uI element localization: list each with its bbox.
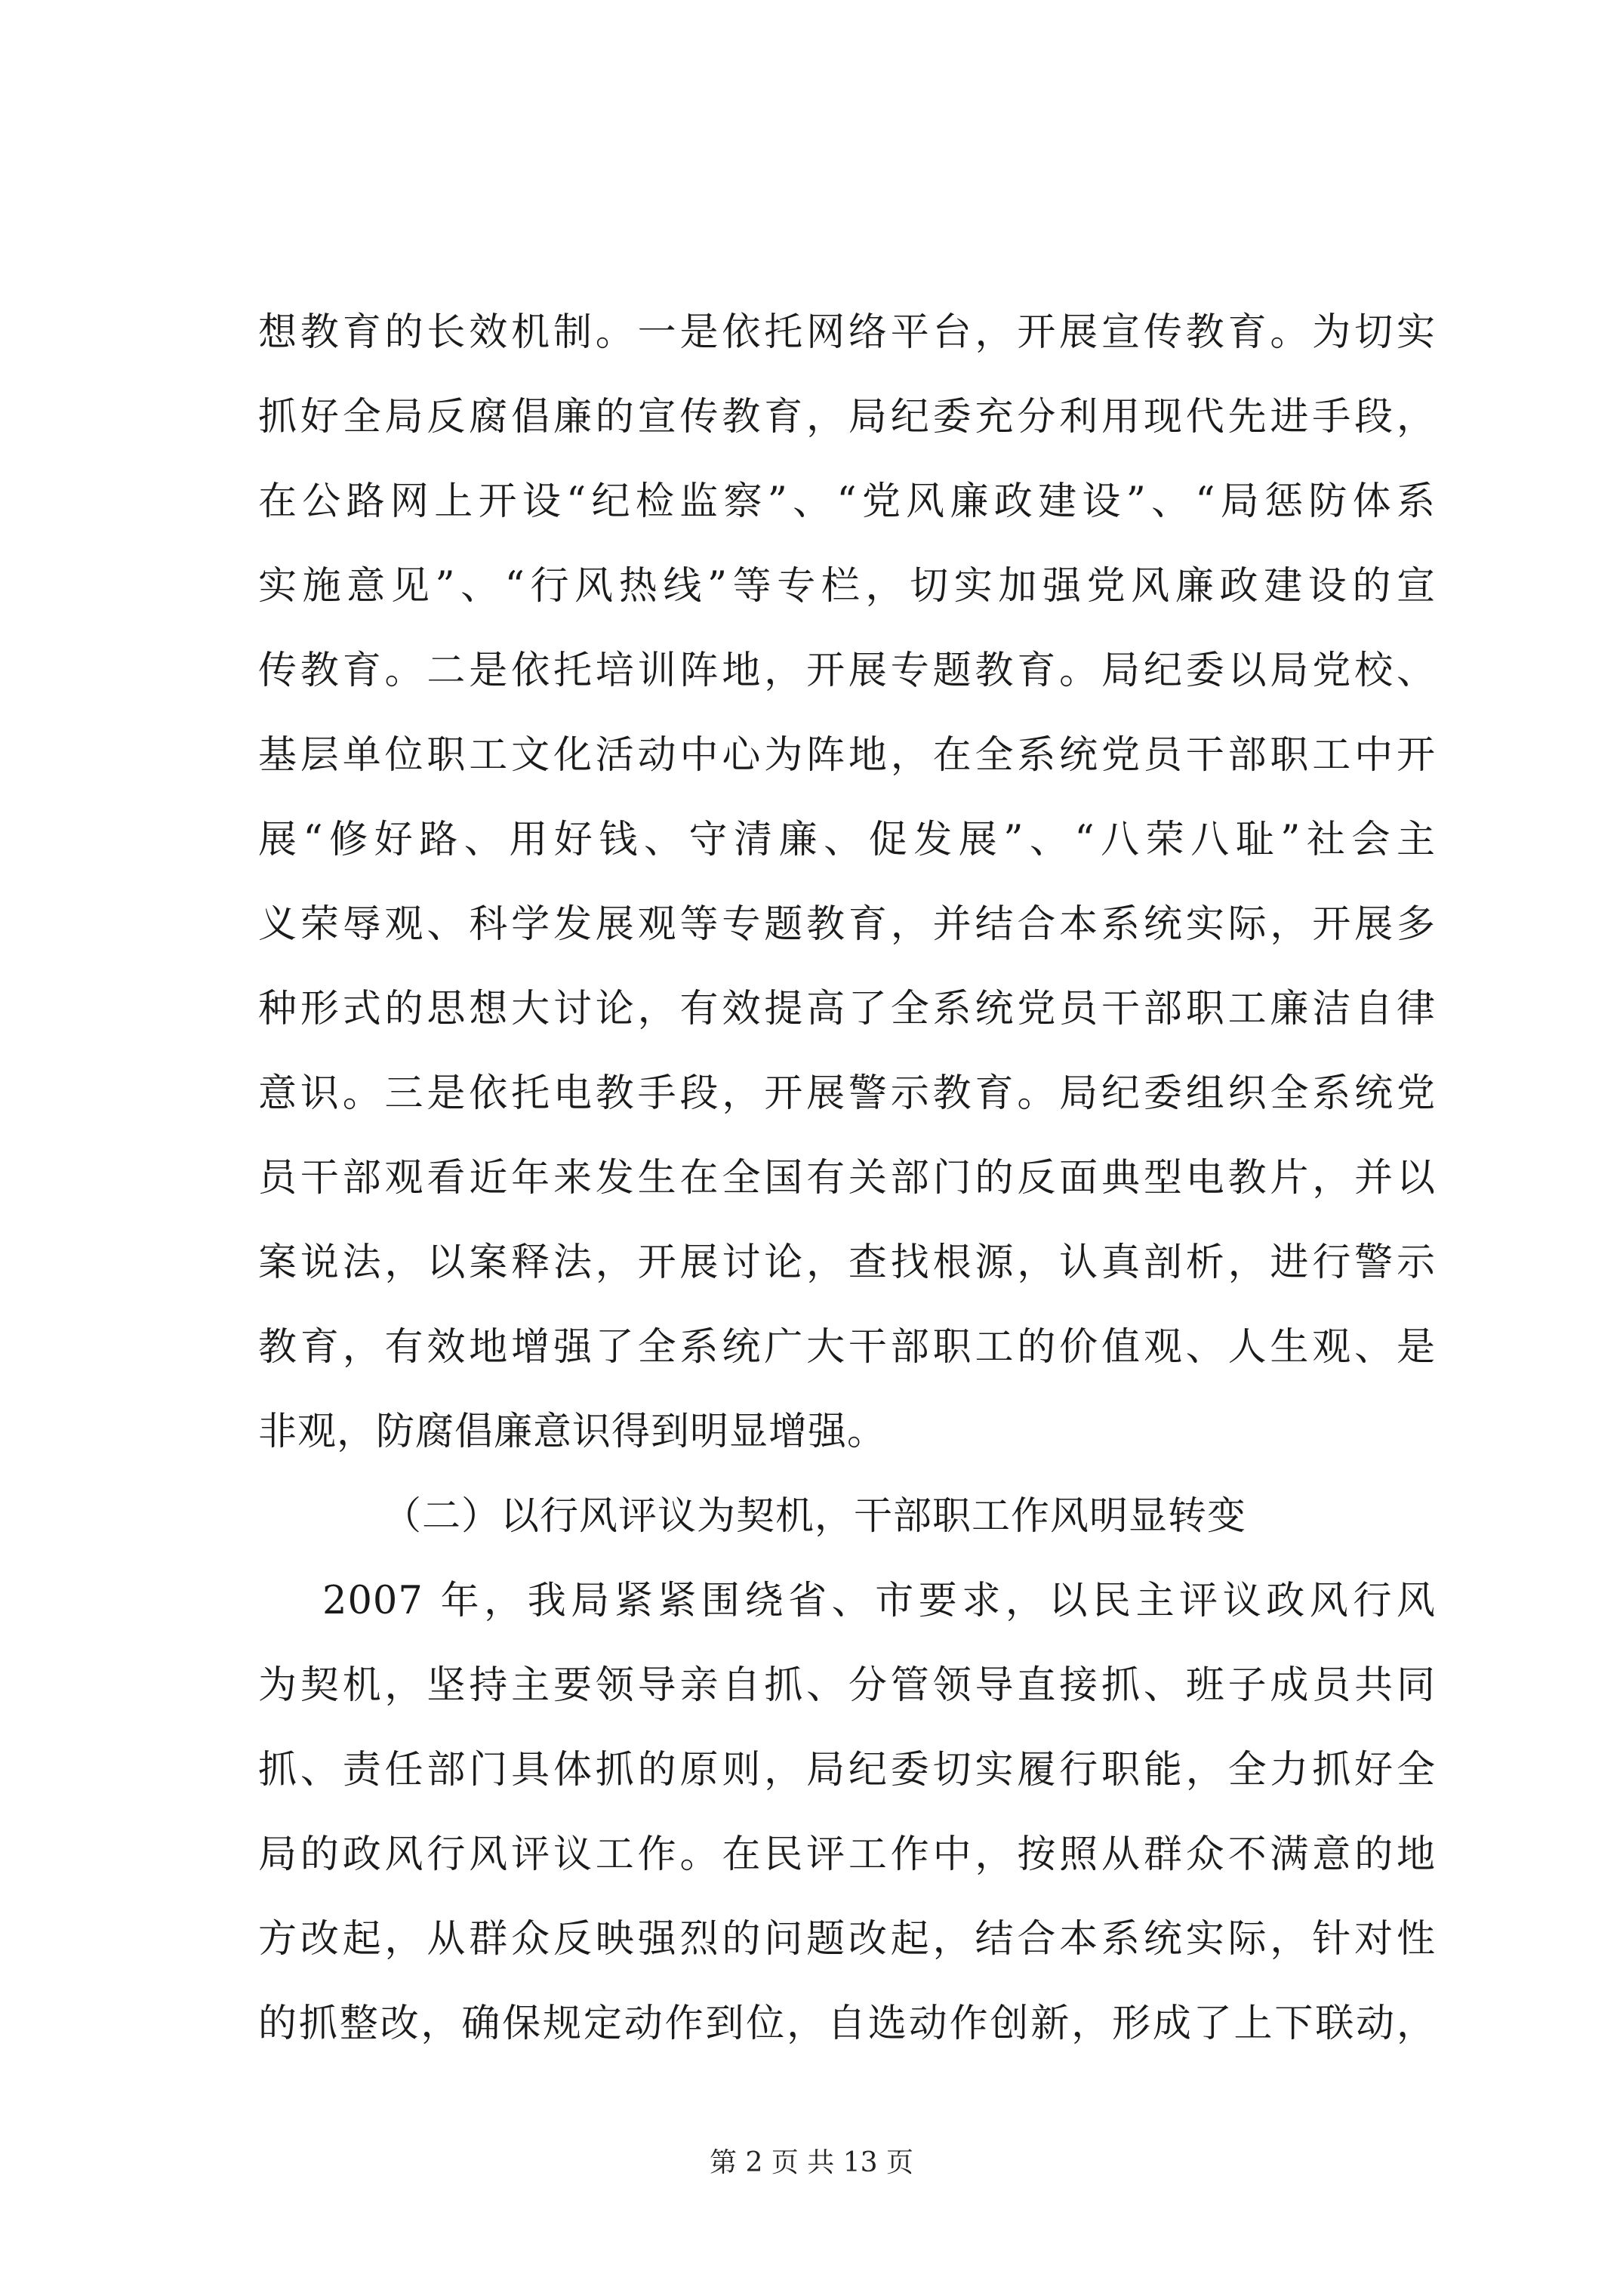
- text-line: 方改起，从群众反映强烈的问题改起，结合本系统实际，针对性: [258, 1917, 1436, 1962]
- text-line: 展“修好路、用好钱、守清廉、促发展”、“八荣八耻”社会主: [258, 818, 1436, 862]
- page-number: 第 2 页 共 13 页: [710, 2147, 913, 2178]
- text-line: 抓、责任部门具体抓的原则，局纪委切实履行职能，全力抓好全: [258, 1748, 1436, 1792]
- text-line: 基层单位职工文化活动中心为阵地，在全系统党员干部职工中开: [258, 733, 1436, 778]
- text-line: 意识。三是依托电教手段，开展警示教育。局纪委组织全系统党: [258, 1071, 1436, 1116]
- body-text: [258, 291, 1436, 2066]
- text-line: 种形式的思想大讨论，有效提高了全系统党员干部职工廉洁自律: [258, 987, 1436, 1031]
- text-line: 为契机，坚持主要领导亲自抓、分管领导直接抓、班子成员共同: [258, 1663, 1436, 1708]
- text-line: 传教育。二是依托培训阵地，开展专题教育。局纪委以局党校、: [258, 649, 1436, 693]
- text-line: 义荣辱观、科学发展观等专题教育，并结合本系统实际，开展多: [258, 902, 1436, 947]
- text-line: 案说法，以案释法，开展讨论，查找根源，认真剖析，进行警示: [258, 1240, 1436, 1285]
- text-line: 抓好全局反腐倡廉的宣传教育，局纪委充分利用现代先进手段，: [258, 395, 1436, 439]
- text-line: 2007 年，我局紧紧围绕省、市要求，以民主评议政风行风: [322, 1579, 1436, 1623]
- text-line: 局的政风行风评议工作。在民评工作中，按照从群众不满意的地: [258, 1832, 1436, 1877]
- text-line: 教育，有效地增强了全系统广大干部职工的价值观、人生观、是: [258, 1325, 1436, 1370]
- text-line: 非观，防腐倡廉意识得到明显增强。: [258, 1410, 887, 1454]
- text-line: 在公路网上开设“纪检监察”、“党风廉政建设”、“局惩防体系: [258, 479, 1436, 524]
- text-line: 实施意见”、“行风热线”等专栏，切实加强党风廉政建设的宣: [258, 564, 1436, 609]
- text-line: 员干部观看近年来发生在全国有关部门的反面典型电教片，并以: [258, 1156, 1436, 1200]
- text-line: 的抓整改，确保规定动作到位，自选动作创新，形成了上下联动，: [258, 2002, 1436, 2046]
- text-line: 想教育的长效机制。一是依托网络平台，开展宣传教育。为切实: [258, 310, 1436, 355]
- section-heading: （二）以行风评议为契机，干部职工作风明显转变: [383, 1494, 1247, 1539]
